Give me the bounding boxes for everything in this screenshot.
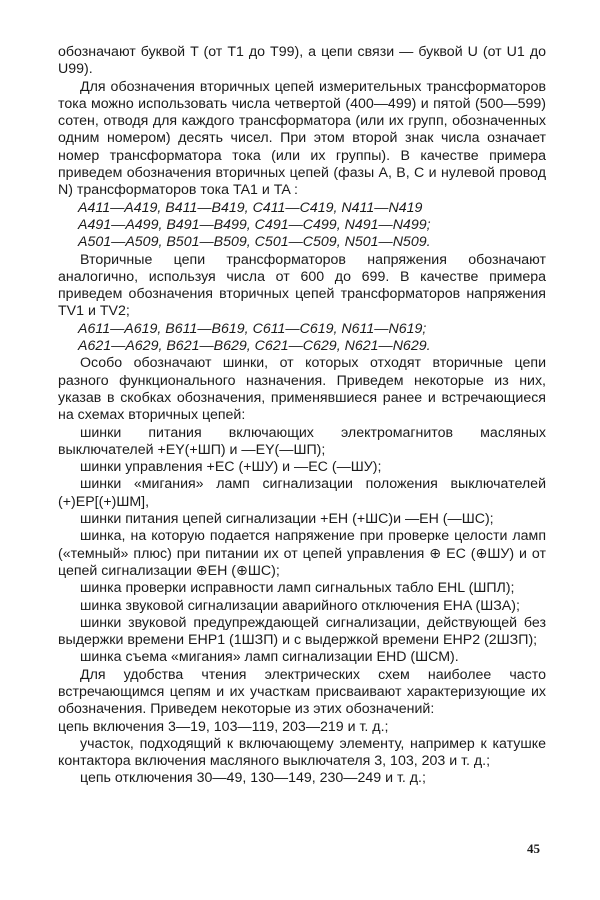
page-body [58, 44, 546, 788]
formula-line: A501—A509, B501—B509, C501—C509, N501—N509. [78, 234, 431, 251]
paragraph: Вторичные цепи трансформаторов напряжения обозначают аналогично, используя числа от 600 до 699. В качестве примера приведем обозначения вторичных цепей трансформаторов напряжения TV1 и TV2; [58, 251, 546, 320]
list-item: шинки питания цепей сигнализации +EH (+ШС)и —EH (—ШС); [80, 511, 494, 528]
list-item: цепь отключения 30—49, 130—149, 230—249 и т. д.; [80, 770, 426, 787]
paragraph: Особо обозначают шинки, от которых отходят вторичные цепи разного функционального назначения. Приведем некоторые из них, указав в скобках обозначения, применявшиеся ранее и встречающиеся на схемах вторичных цепей: [58, 355, 546, 424]
list-item: шинка, на которую подается напряжение при проверке целости ламп («темный» плюс) при питании их от цепей управления ⊕ EC (⊕ШУ) и от цепей сигнализации ⊕EH (⊕ШС); [58, 528, 546, 579]
list-item: шинки управления +EC (+ШУ) и —EC (—ШУ); [80, 459, 382, 476]
paragraph: Для удобства чтения электрических схем наиболее часто встречающимся цепям и их участкам присваивают характеризующие их обозначения. Приведем некоторые из этих обозначений: [58, 666, 546, 718]
formula-line: A411—A419, B411—B419, C411—C419, N411—N419 [78, 199, 423, 216]
list-item: шинка съема «мигания» ламп сигнализации EHD (ШСМ). [80, 649, 459, 666]
list-item: шинки звуковой предупреждающей сигнализации, действующей без выдержки времени EHP1 (1ШЗП) и с выдержкой времени EHP2 (2ШЗП); [58, 614, 546, 649]
page-number: 45 [527, 841, 540, 856]
list-item: шинки питания включающих электромагнитов масляных выключателей +EY(+ШП) и —EY(—ШП); [58, 424, 546, 458]
list-item: шинки «мигания» ламп сигнализации положения выключателей (+)EP[(+)ШМ], [58, 476, 546, 510]
formula-line: A621—A629, B621—B629, C621—C629, N621—N629. [78, 338, 431, 355]
list-item: цепь включения 3—19, 103—119, 203—219 и т. д.; [58, 718, 389, 735]
list-item: шинка проверки исправности ламп сигнальных табло EHL (ШПЛ); [80, 580, 515, 597]
formula-line: A611—A619, B611—B619, C611—C619, N611—N619; [78, 320, 427, 337]
list-item: шинка звуковой сигнализации аварийного отключения EHA (ШЗА); [80, 597, 520, 614]
paragraph: Для обозначения вторичных цепей измерительных трансформаторов тока можно использовать числа четвертой (400—499) и пятой (500—599) сотен, отводя для каждого трансформатора (или их групп, обозначенных одним номером) десять чисел. При этом второй знак числа означает номер трансформатора тока (или их группы). В качестве примера приведем обозначения вторичных цепей (фазы A, B, C и нулевой провод N) трансформаторов тока TA1 и TA : [58, 78, 546, 199]
paragraph: обозначают буквой T (от T1 до T99), а цепи связи — буквой U (от U1 до U99). [58, 44, 546, 78]
list-item: участок, подходящий к включающему элементу, например к катушке контактора включения масляного выключателя 3, 103, 203 и т. д.; [58, 735, 546, 770]
formula-line: A491—A499, B491—B499, C491—C499, N491—N499; [78, 216, 431, 233]
